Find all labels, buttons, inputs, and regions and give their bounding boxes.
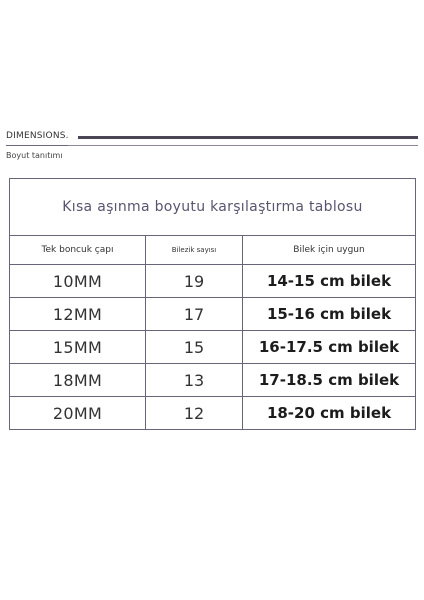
cell-bracelet-count: 12 — [146, 397, 243, 430]
column-header-wrist-fit: Bilek için uygun — [243, 236, 416, 265]
cell-wrist-fit: 14-15 cm bilek — [243, 265, 416, 298]
cell-bracelet-count: 17 — [146, 298, 243, 331]
cell-wrist-fit: 18-20 cm bilek — [243, 397, 416, 430]
table-header-row — [10, 236, 416, 265]
cell-bracelet-count: 15 — [146, 331, 243, 364]
cell-wrist-fit: 15-16 cm bilek — [243, 298, 416, 331]
header-rule-accent — [6, 145, 68, 146]
cell-bead-diameter: 18MM — [10, 364, 146, 397]
table-caption: Kısa aşınma boyutu karşılaştırma tablosu — [10, 179, 416, 236]
table-row — [10, 265, 416, 298]
size-comparison-table — [9, 178, 416, 430]
column-header-bead-diameter: Tek boncuk çapı — [10, 236, 146, 265]
cell-wrist-fit: 17-18.5 cm bilek — [243, 364, 416, 397]
table-row — [10, 331, 416, 364]
cell-bracelet-count: 13 — [146, 364, 243, 397]
cell-bead-diameter: 15MM — [10, 331, 146, 364]
cell-bead-diameter: 20MM — [10, 397, 146, 430]
table-row — [10, 364, 416, 397]
cell-bead-diameter: 12MM — [10, 298, 146, 331]
dimensions-subtitle: Boyut tanıtımı — [6, 151, 63, 160]
table-row — [10, 397, 416, 430]
column-header-bracelet-count: Bilezik sayısı — [146, 236, 243, 265]
cell-wrist-fit: 16-17.5 cm bilek — [243, 331, 416, 364]
table-row — [10, 298, 416, 331]
cell-bead-diameter: 10MM — [10, 265, 146, 298]
dimensions-title: DIMENSIONS. — [6, 131, 69, 141]
header-rule-dark — [78, 136, 418, 139]
cell-bracelet-count: 19 — [146, 265, 243, 298]
